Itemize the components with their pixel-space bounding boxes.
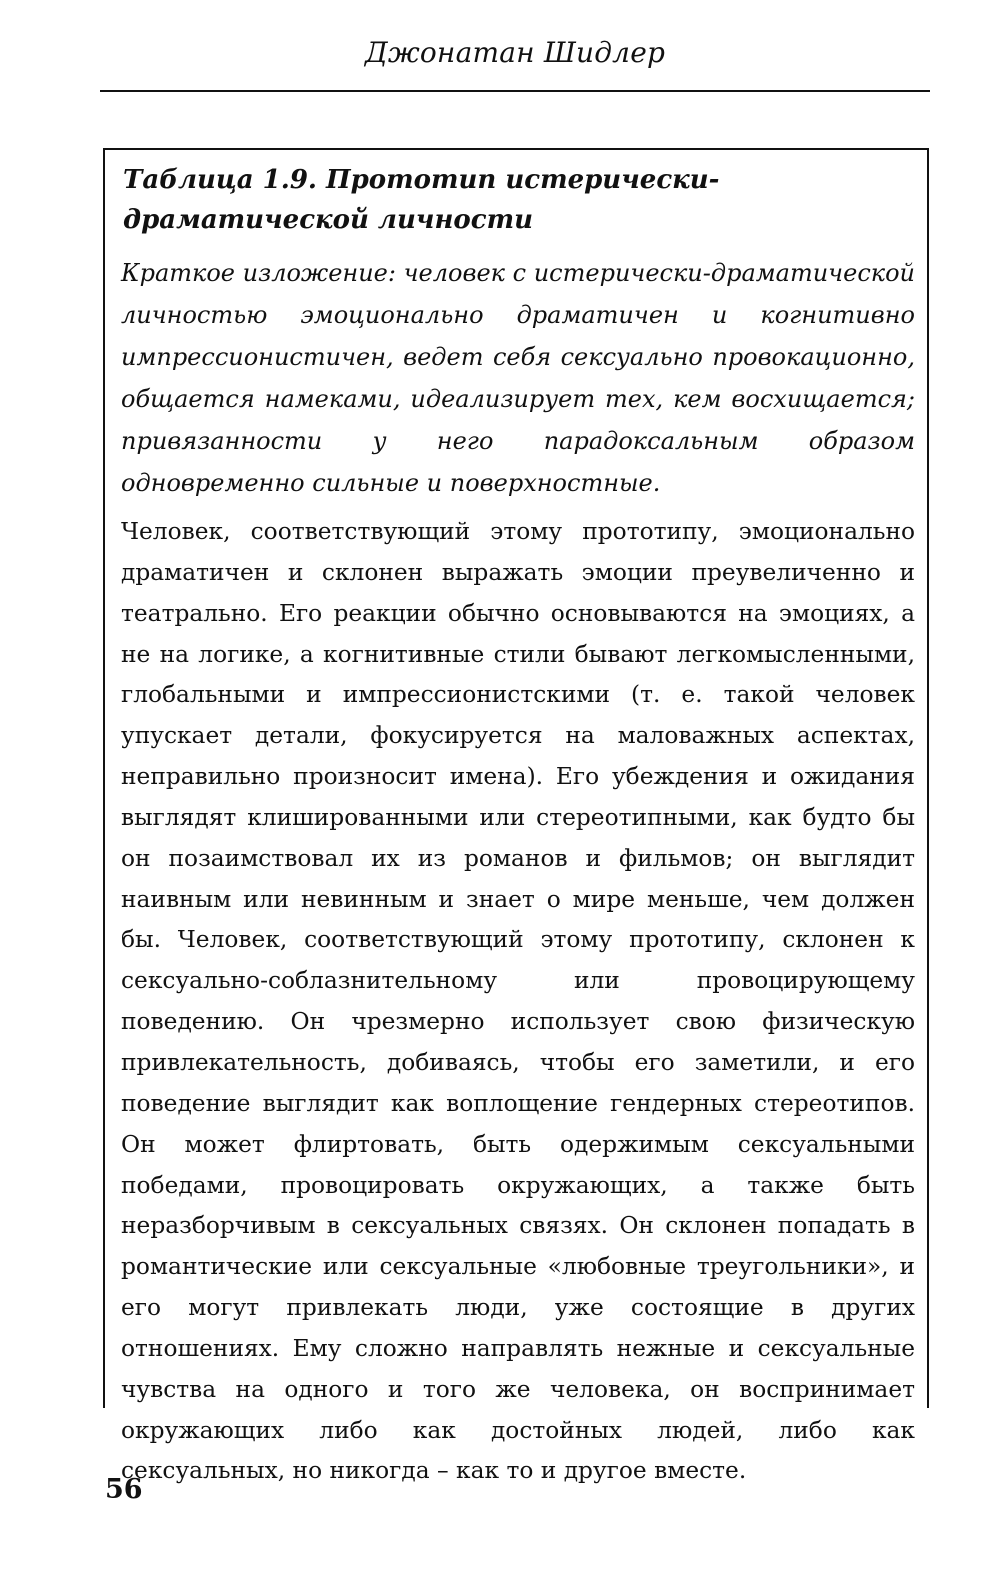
table-body-text: Человек, соответствующий этому прототипу, эмоционально драматичен и склонен выражать эмоции преувеличенно и театрально. Его реакции обычно основываются на эмоциях, а не на логике, а когнитивные стили бывают легкомысленными, глобальными и импрессионистскими (т. е. такой человек упускает детали, фокусируется на маловажных аспектах, неправильно произносит имена). Его убеждения и ожидания выглядят клишированными или стереотипными, как будто бы он позаимствовал их из романов и фильмов; он выглядит наивным или невинным и знает о мире меньше, чем должен бы. Человек, соответствующий этому прототипу, склонен к сексуально-соблазнительному или провоцирующему поведению. Он чрезмерно использует свою физическую привлекательность, добиваясь, чтобы его заметили, и его поведение выглядит как воплощение гендерных стереотипов. Он может флиртовать, быть одержимым сексуальными победами, провоцировать окружающих, а также быть неразборчивым в сексуальных связях. Он склонен попадать в романтические или сексуальные «любовные треугольники», и его могут привлекать люди, уже состоящие в других отношениях. Ему сложно направлять нежные и сексуальные чувства на одного и того же человека, он воспринимает окружающих либо как достойных людей, либо как сексуальных, но никогда – как то и другое вместе. xyxy=(121,518,915,1485)
page-number: 56 xyxy=(105,1474,143,1505)
table-box xyxy=(103,148,929,1485)
running-head-author: Джонатан Шидлер xyxy=(364,36,666,69)
header-divider xyxy=(100,90,930,92)
table-summary: Краткое изложение: человек с истерически-драматической личностью эмоционально драматичен и когнитивно импрессионистичен, ведет себя сексуально провокационно, общается намеками, идеализирует тех, кем восхищается; привязанности у него парадоксальным образом одновременно сильные и поверхностные. xyxy=(121,259,915,497)
table-title: Таблица 1.9. Прототип истерически-драматической личности xyxy=(123,165,720,235)
